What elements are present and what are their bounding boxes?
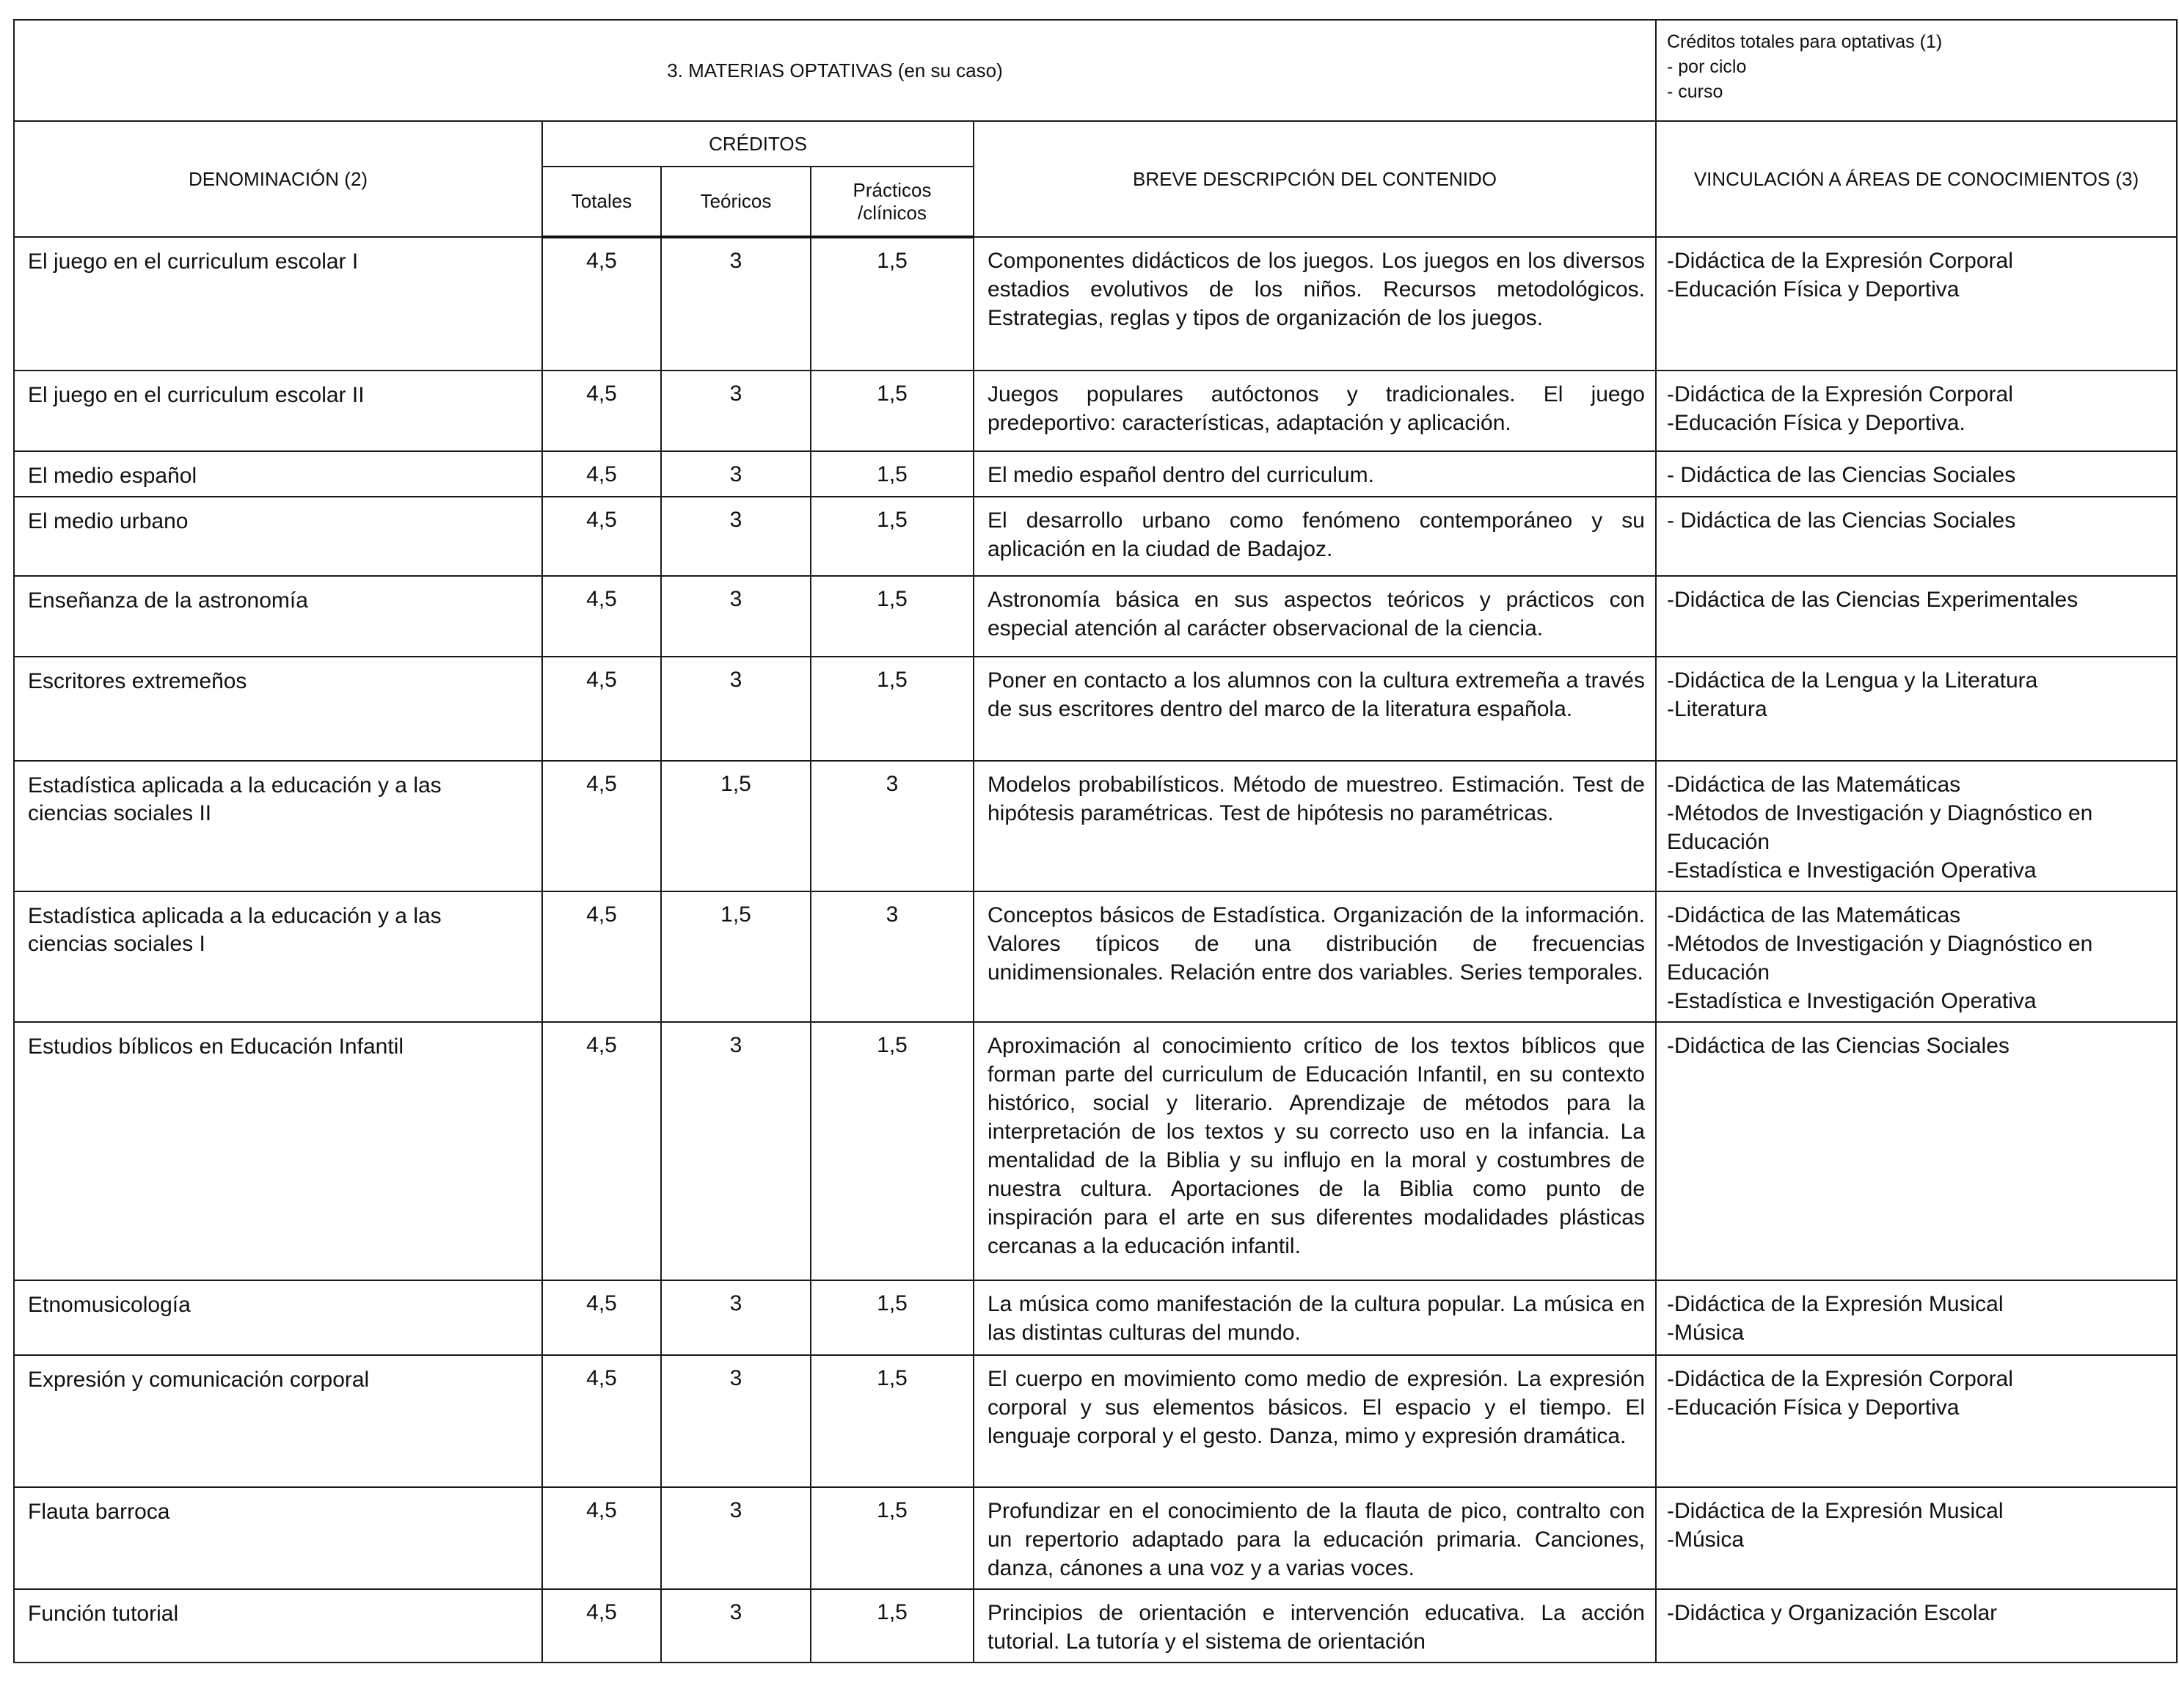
- optional-subjects-sheet: [13, 19, 2176, 1692]
- knowledge-areas: [1656, 1355, 2177, 1487]
- table-row: [14, 1022, 2177, 1280]
- table-row: [14, 1487, 2177, 1589]
- subject-name: Flauta barroca: [14, 1487, 542, 1589]
- subject-name: Expresión y comunicación corporal: [14, 1355, 542, 1487]
- knowledge-area-item: -Educación Física y Deportiva: [1667, 277, 1960, 302]
- col-header-practicos-line2: /clínicos: [858, 201, 927, 224]
- knowledge-area-item: -Didáctica de las Matemáticas: [1667, 773, 1961, 797]
- credits-practicos: 1,5: [811, 371, 974, 451]
- col-header-practicos-line1: Prácticos: [853, 178, 932, 201]
- credits-practicos: 1,5: [811, 1022, 974, 1280]
- table-row: [14, 761, 2177, 891]
- subject-name: Etnomusicología: [14, 1280, 542, 1355]
- table-row: [14, 1280, 2177, 1355]
- subject-name: Estadística aplicada a la educación y a las ciencias sociales II: [14, 761, 542, 891]
- total-credits-por-ciclo: - por ciclo: [1667, 56, 1747, 77]
- credits-teoricos: 3: [661, 237, 811, 371]
- knowledge-area-item: -Didáctica de las Ciencias Sociales: [1667, 1034, 2010, 1058]
- knowledge-area-item: -Música: [1667, 1321, 1745, 1345]
- credits-practicos: 1,5: [811, 497, 974, 576]
- credits-teoricos: 3: [661, 1022, 811, 1280]
- credits-practicos: 3: [811, 891, 974, 1022]
- knowledge-area-item: - Didáctica de las Ciencias Sociales: [1667, 463, 2016, 487]
- table-row: [14, 237, 2177, 371]
- credits-practicos: 3: [811, 761, 974, 891]
- content-description: Componentes didácticos de los juegos. Los juegos en los diversos estadios evolutivos de los niños. Recursos metodológicos. Estrategias, reglas y tipos de organización de los juegos.: [974, 237, 1656, 371]
- credits-totales: 4,5: [542, 657, 661, 761]
- knowledge-area-item: -Didáctica de la Expresión Corporal: [1667, 1367, 2013, 1391]
- knowledge-area-item: -Educación Física y Deportiva: [1667, 1395, 1960, 1420]
- knowledge-area-item: -Educación Física y Deportiva.: [1667, 411, 1966, 435]
- subject-name: El medio español: [14, 451, 542, 497]
- credits-practicos: 1,5: [811, 1487, 974, 1589]
- subject-name: Función tutorial: [14, 1589, 542, 1663]
- content-description: El desarrollo urbano como fenómeno contemporáneo y su aplicación en la ciudad de Badajoz.: [974, 497, 1656, 576]
- credits-practicos: 1,5: [811, 1355, 974, 1487]
- credits-teoricos: 1,5: [661, 891, 811, 1022]
- optional-subjects-table: [13, 19, 2178, 1663]
- section-header-row: [14, 20, 2177, 121]
- knowledge-area-item: -Didáctica de la Expresión Corporal: [1667, 382, 2013, 406]
- knowledge-areas: [1656, 1487, 2177, 1589]
- knowledge-area-item: -Didáctica de la Expresión Musical: [1667, 1292, 2004, 1316]
- knowledge-areas: [1656, 761, 2177, 891]
- credits-teoricos: 3: [661, 451, 811, 497]
- col-header-teoricos: Teóricos: [661, 167, 811, 237]
- credits-totales: 4,5: [542, 451, 661, 497]
- credits-teoricos: 3: [661, 576, 811, 657]
- table-row: [14, 1355, 2177, 1487]
- subject-name: El juego en el curriculum escolar II: [14, 371, 542, 451]
- credits-practicos: 1,5: [811, 576, 974, 657]
- knowledge-areas: [1656, 1022, 2177, 1280]
- table-row: [14, 657, 2177, 761]
- subject-name: El medio urbano: [14, 497, 542, 576]
- credits-practicos: 1,5: [811, 237, 974, 371]
- table-row: [14, 576, 2177, 657]
- content-description: Aproximación al conocimiento crítico de los textos bíblicos que forman parte del curriculum de Educación Infantil, en su contexto histórico, social y literario. Aprendizaje de métodos para la interpretación de los textos y su correcto uso en la infancia. La mentalidad de la Biblia y su influjo en la moral y costumbres de nuestra cultura. Aportaciones de la Biblia como punto de inspiración para el arte en sus diferentes modalidades plásticas cercanas a la educación infantil.: [974, 1022, 1656, 1280]
- content-description: Modelos probabilísticos. Método de muestreo. Estimación. Test de hipótesis paramétricas. Test de hipótesis no paramétricas.: [974, 761, 1656, 891]
- credits-teoricos: 3: [661, 497, 811, 576]
- credits-totales: 4,5: [542, 1589, 661, 1663]
- knowledge-area-item: -Estadística e Investigación Operativa: [1667, 858, 2037, 883]
- col-header-practicos: [811, 167, 974, 237]
- content-description: Profundizar en el conocimiento de la flauta de pico, contralto con un repertorio adaptado para la educación primaria. Canciones, danza, cánones a una voz y a varias voces.: [974, 1487, 1656, 1589]
- total-credits-curso: - curso: [1667, 81, 1723, 102]
- content-description: Conceptos básicos de Estadística. Organización de la información. Valores típicos de una distribución de frecuencias unidimensionales. Relación entre dos variables. Series temporales.: [974, 891, 1656, 1022]
- credits-totales: 4,5: [542, 761, 661, 891]
- credits-totales: 4,5: [542, 1022, 661, 1280]
- credits-teoricos: 3: [661, 657, 811, 761]
- credits-practicos: 1,5: [811, 1589, 974, 1663]
- knowledge-area-item: -Didáctica de la Expresión Corporal: [1667, 249, 2013, 273]
- col-header-denominacion: DENOMINACIÓN (2): [14, 121, 542, 237]
- content-description: El cuerpo en movimiento como medio de expresión. La expresión corporal y sus elementos básicos. El espacio y el tiempo. El lenguaje corporal y el gesto. Danza, mimo y expresión dramática.: [974, 1355, 1656, 1487]
- knowledge-area-item: -Didáctica de la Expresión Musical: [1667, 1499, 2004, 1523]
- knowledge-areas: [1656, 576, 2177, 657]
- knowledge-areas: [1656, 1280, 2177, 1355]
- knowledge-areas: [1656, 371, 2177, 451]
- knowledge-areas: [1656, 497, 2177, 576]
- content-description: Astronomía básica en sus aspectos teóricos y prácticos con especial atención al carácter observacional de la ciencia.: [974, 576, 1656, 657]
- knowledge-areas: [1656, 891, 2177, 1022]
- knowledge-area-item: - Didáctica de las Ciencias Sociales: [1667, 508, 2016, 533]
- credits-totales: 4,5: [542, 1280, 661, 1355]
- table-row: [14, 451, 2177, 497]
- credits-teoricos: 3: [661, 1487, 811, 1589]
- table-row: [14, 1589, 2177, 1663]
- credits-totales: 4,5: [542, 1355, 661, 1487]
- knowledge-area-item: -Didáctica de las Ciencias Experimentales: [1667, 588, 2078, 612]
- credits-practicos: 1,5: [811, 657, 974, 761]
- knowledge-area-item: -Métodos de Investigación y Diagnóstico en Educación: [1667, 801, 2099, 854]
- knowledge-area-item: -Estadística e Investigación Operativa: [1667, 989, 2037, 1013]
- content-description: Poner en contacto a los alumnos con la cultura extremeña a través de sus escritores dentro del marco de la literatura española.: [974, 657, 1656, 761]
- credits-totales: 4,5: [542, 497, 661, 576]
- knowledge-area-item: -Literatura: [1667, 697, 1767, 721]
- credits-teoricos: 3: [661, 371, 811, 451]
- col-header-creditos: CRÉDITOS: [542, 121, 974, 167]
- total-credits-box: [1656, 20, 2177, 121]
- credits-totales: 4,5: [542, 1487, 661, 1589]
- credits-teoricos: 1,5: [661, 761, 811, 891]
- knowledge-areas: [1656, 1589, 2177, 1663]
- knowledge-area-item: -Música: [1667, 1528, 1745, 1552]
- knowledge-areas: [1656, 237, 2177, 371]
- credits-totales: 4,5: [542, 576, 661, 657]
- knowledge-areas: [1656, 451, 2177, 497]
- table-row: [14, 891, 2177, 1022]
- credits-practicos: 1,5: [811, 1280, 974, 1355]
- knowledge-area-item: -Didáctica de las Matemáticas: [1667, 903, 1961, 927]
- credits-teoricos: 3: [661, 1280, 811, 1355]
- content-description: Juegos populares autóctonos y tradicionales. El juego predeportivo: características, adaptación y aplicación.: [974, 371, 1656, 451]
- subject-name: Estudios bíblicos en Educación Infantil: [14, 1022, 542, 1280]
- col-header-totales: Totales: [542, 167, 661, 237]
- column-header-row-1: [14, 121, 2177, 167]
- table-row: [14, 497, 2177, 576]
- credits-totales: 4,5: [542, 371, 661, 451]
- subject-name: Escritores extremeños: [14, 657, 542, 761]
- content-description: El medio español dentro del curriculum.: [974, 451, 1656, 497]
- col-header-descripcion: BREVE DESCRIPCIÓN DEL CONTENIDO: [974, 121, 1656, 237]
- credits-practicos: 1,5: [811, 451, 974, 497]
- subject-name: Enseñanza de la astronomía: [14, 576, 542, 657]
- content-description: La música como manifestación de la cultura popular. La música en las distintas culturas del mundo.: [974, 1280, 1656, 1355]
- subject-name: Estadística aplicada a la educación y a las ciencias sociales I: [14, 891, 542, 1022]
- knowledge-area-item: -Didáctica y Organización Escolar: [1667, 1601, 1998, 1625]
- credits-teoricos: 3: [661, 1589, 811, 1663]
- section-title: 3. MATERIAS OPTATIVAS (en su caso): [14, 20, 1656, 121]
- credits-teoricos: 3: [661, 1355, 811, 1487]
- content-description: Principios de orientación e intervención educativa. La acción tutorial. La tutoría y el sistema de orientación: [974, 1589, 1656, 1663]
- knowledge-area-item: -Métodos de Investigación y Diagnóstico en Educación: [1667, 932, 2099, 985]
- total-credits-label: Créditos totales para optativas (1): [1667, 32, 1943, 52]
- knowledge-area-item: -Didáctica de la Lengua y la Literatura: [1667, 668, 2038, 693]
- col-header-vinculacion: VINCULACIÓN A ÁREAS DE CONOCIMIENTOS (3): [1656, 121, 2177, 237]
- table-row: [14, 371, 2177, 451]
- knowledge-areas: [1656, 657, 2177, 761]
- credits-totales: 4,5: [542, 891, 661, 1022]
- credits-totales: 4,5: [542, 237, 661, 371]
- subject-name: El juego en el curriculum escolar I: [14, 237, 542, 371]
